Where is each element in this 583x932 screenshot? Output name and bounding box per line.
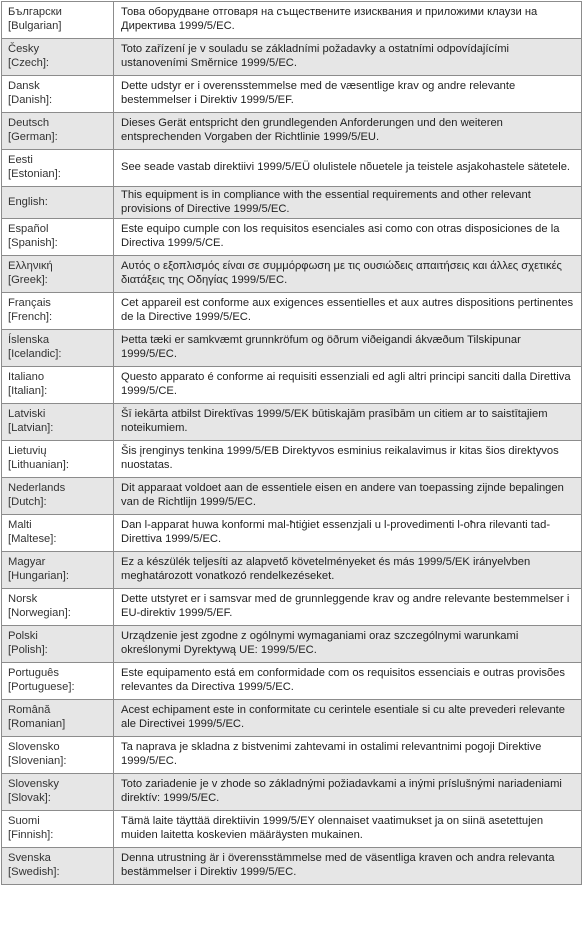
language-native-name: Português: [8, 667, 59, 680]
language-cell: [2, 663, 114, 700]
language-english-name: [Hungarian]:: [8, 570, 69, 582]
language-cell: [2, 367, 114, 404]
declaration-row: [2, 367, 582, 404]
declaration-row: [2, 774, 582, 811]
language-cell: [2, 552, 114, 589]
language-cell: [2, 626, 114, 663]
language-native-name: Lietuvių: [8, 445, 47, 458]
language-native-name: Eesti: [8, 154, 33, 167]
language-cell: [2, 441, 114, 478]
declaration-row: [2, 293, 582, 330]
language-native-name: Dansk: [8, 80, 40, 93]
language-native-name: Norsk: [8, 593, 38, 606]
language-cell: [2, 811, 114, 848]
declaration-row: [2, 330, 582, 367]
declaration-row: [2, 737, 582, 774]
declaration-text: Þetta tæki er samkvæmt grunnkröfum og öðrum viðeigandi ákvæðum Tilskipunar 1999/5/EC.: [114, 330, 582, 367]
language-english-name: [Portuguese]:: [8, 681, 75, 693]
declaration-text: Acest echipament este in conformitate cu cerintele esentiale si cu alte prevederi relevante ale Directivei 1999/5/EC.: [114, 700, 582, 737]
declaration-text: Dieses Gerät entspricht den grundlegenden Anforderungen und den weiteren entsprechenden Vorgaben der Richtlinie 1999/5/EU.: [114, 113, 582, 150]
language-english-name: [Greek]:: [8, 274, 48, 286]
language-native-name: Íslenska: [8, 334, 50, 347]
language-english-name: [Maltese]:: [8, 533, 57, 545]
declaration-row: [2, 404, 582, 441]
declaration-text: Това оборудване отговаря на съществените изисквания и приложими клаузи на Директива 1999/5/ЕС.: [114, 2, 582, 39]
declaration-text: Šī iekārta atbilst Direktīvas 1999/5/EK būtiskajām prasībām un citiem ar to saistītajiem noteikumiem.: [114, 404, 582, 441]
declaration-text: Dette udstyr er i overensstemmelse med de væsentlige krav og andre relevante bestemmelser i Direktiv 1999/5/EF.: [114, 76, 582, 113]
language-english-name: [Polish]:: [8, 644, 48, 656]
declaration-text: Ez a készülék teljesíti az alapvető követelményeket és más 1999/5/EK irányelvben meghatározott vonatkozó rendelkezéseket.: [114, 552, 582, 589]
language-native-name: Nederlands: [8, 482, 66, 495]
declaration-row: [2, 2, 582, 39]
declaration-text: Urządzenie jest zgodne z ogólnymi wymaganiami oraz szczególnymi warunkami określonymi Dyrektywą UE: 1999/5/EC.: [114, 626, 582, 663]
language-english-name: [Swedish]:: [8, 866, 60, 878]
declaration-text: Αυτός ο εξοπλισμός είναι σε συμμόρφωση με τις ουσιώδεις απαιτήσεις και άλλες σχετικές διατάξεις της Οδηγίας 1999/5/EC.: [114, 256, 582, 293]
declaration-row: [2, 113, 582, 150]
language-native-name: Ελληνική: [8, 260, 53, 273]
language-english-name: [Icelandic]:: [8, 348, 62, 360]
language-native-name: Česky: [8, 43, 40, 56]
language-cell: [2, 404, 114, 441]
language-english-name: [Lithuanian]:: [8, 459, 69, 471]
language-english-name: [Spanish]:: [8, 237, 58, 249]
language-native-name: Malti: [8, 519, 32, 532]
language-english-name: [French]:: [8, 311, 53, 323]
declaration-row: [2, 256, 582, 293]
language-cell: [2, 589, 114, 626]
declaration-table: [1, 1, 582, 885]
language-english-name: [German]:: [8, 131, 58, 143]
declaration-row: [2, 478, 582, 515]
language-cell: [2, 39, 114, 76]
language-native-name: Slovensko: [8, 741, 60, 754]
declaration-text: Questo apparato é conforme ai requisiti essenziali ed agli altri principi sanciti dalla Direttiva 1999/5/CE.: [114, 367, 582, 404]
declaration-row: [2, 441, 582, 478]
language-native-name: Deutsch: [8, 117, 50, 130]
language-english-name: [Slovenian]:: [8, 755, 67, 767]
language-english-name: [Czech]:: [8, 57, 50, 69]
language-cell: [2, 187, 114, 219]
language-english-name: [Estonian]:: [8, 168, 61, 180]
declaration-row: [2, 76, 582, 113]
declaration-text: See seade vastab direktiivi 1999/5/EÜ olulistele nõuetele ja teistele asjakohastele sätetele.: [114, 150, 582, 187]
declaration-text: Toto zařízení je v souladu se základními požadavky a ostatními odpovídajícími ustanoveními Směrnice 1999/5/EC.: [114, 39, 582, 76]
language-cell: [2, 737, 114, 774]
language-english-name: [Bulgarian]: [8, 20, 62, 32]
language-cell: [2, 515, 114, 552]
language-cell: [2, 700, 114, 737]
declaration-text: Denna utrustning är i överensstämmelse med de väsentliga kraven och andra relevanta bestämmelser i Direktiv 1999/5/EC.: [114, 848, 582, 885]
declaration-text: Dan l-apparat huwa konformi mal-ħtiġiet essenzjali u l-provedimenti l-oħra rilevanti tad-Direttiva 1999/5/EC.: [114, 515, 582, 552]
declaration-text: Toto zariadenie je v zhode so základnými požiadavkami a inými príslušnými nariadeniami direktív: 1999/5/EC.: [114, 774, 582, 811]
declaration-row: [2, 552, 582, 589]
language-english-name: [Dutch]:: [8, 496, 47, 508]
language-cell: [2, 113, 114, 150]
language-english-name: English:: [8, 195, 48, 208]
language-english-name: [Latvian]:: [8, 422, 54, 434]
language-native-name: Suomi: [8, 815, 40, 828]
language-native-name: Italiano: [8, 371, 45, 384]
language-native-name: Română: [8, 704, 51, 717]
language-native-name: Latviski: [8, 408, 46, 421]
language-native-name: Български: [8, 6, 62, 19]
language-cell: [2, 76, 114, 113]
language-cell: [2, 2, 114, 39]
language-english-name: [Italian]:: [8, 385, 48, 397]
declaration-text: Dette utstyret er i samsvar med de grunnleggende krav og andre relevante bestemmelser i EU-direktiv 1999/5/EF.: [114, 589, 582, 626]
declaration-row: [2, 700, 582, 737]
declaration-text: Cet appareil est conforme aux exigences essentielles et aux autres dispositions pertinentes de la Directive 1999/5/EC.: [114, 293, 582, 330]
declaration-row: [2, 150, 582, 187]
declaration-text: Ta naprava je skladna z bistvenimi zahtevami in ostalimi relevantnimi pogoji Direktive 1999/5/EC.: [114, 737, 582, 774]
declaration-row: [2, 39, 582, 76]
declaration-table-body: [2, 2, 582, 885]
declaration-row: [2, 848, 582, 885]
language-cell: [2, 848, 114, 885]
language-native-name: Svenska: [8, 852, 51, 865]
language-cell: [2, 219, 114, 256]
language-english-name: [Romanian]: [8, 718, 66, 730]
declaration-text: Šis įrenginys tenkina 1999/5/EB Direktyvos esminius reikalavimus ir kitas šios direktyvos nuostatas.: [114, 441, 582, 478]
declaration-row: [2, 187, 582, 219]
language-cell: [2, 478, 114, 515]
declaration-text: Este equipamento está em conformidade com os requisitos essenciais e outras provisões relevantes da Directiva 1999/5/EC.: [114, 663, 582, 700]
language-english-name: [Slovak]:: [8, 792, 51, 804]
declaration-row: [2, 219, 582, 256]
language-native-name: Magyar: [8, 556, 46, 569]
language-cell: [2, 774, 114, 811]
declaration-text: Tämä laite täyttää direktiivin 1999/5/EY olennaiset vaatimukset ja on siinä asetettujen muiden laitetta koskevien määräysten mukainen.: [114, 811, 582, 848]
language-cell: [2, 256, 114, 293]
language-english-name: [Norwegian]:: [8, 607, 71, 619]
declaration-row: [2, 663, 582, 700]
declaration-row: [2, 811, 582, 848]
declaration-text: Dit apparaat voldoet aan de essentiele eisen en andere van toepassing zijnde bepalingen van de Richtlijn 1999/5/EC.: [114, 478, 582, 515]
declaration-text: This equipment is in compliance with the essential requirements and other relevant provisions of Directive 1999/5/EC.: [114, 187, 582, 219]
language-cell: [2, 150, 114, 187]
declaration-row: [2, 515, 582, 552]
language-cell: [2, 330, 114, 367]
language-english-name: [Danish]:: [8, 94, 53, 106]
language-native-name: Slovensky: [8, 778, 59, 791]
language-cell: [2, 293, 114, 330]
language-native-name: Polski: [8, 630, 38, 643]
language-english-name: [Finnish]:: [8, 829, 54, 841]
language-native-name: Français: [8, 297, 51, 310]
declaration-row: [2, 626, 582, 663]
declaration-row: [2, 589, 582, 626]
language-native-name: Español: [8, 223, 49, 236]
declaration-text: Este equipo cumple con los requisitos esenciales asi como con otras disposiciones de la Directiva 1999/5/CE.: [114, 219, 582, 256]
